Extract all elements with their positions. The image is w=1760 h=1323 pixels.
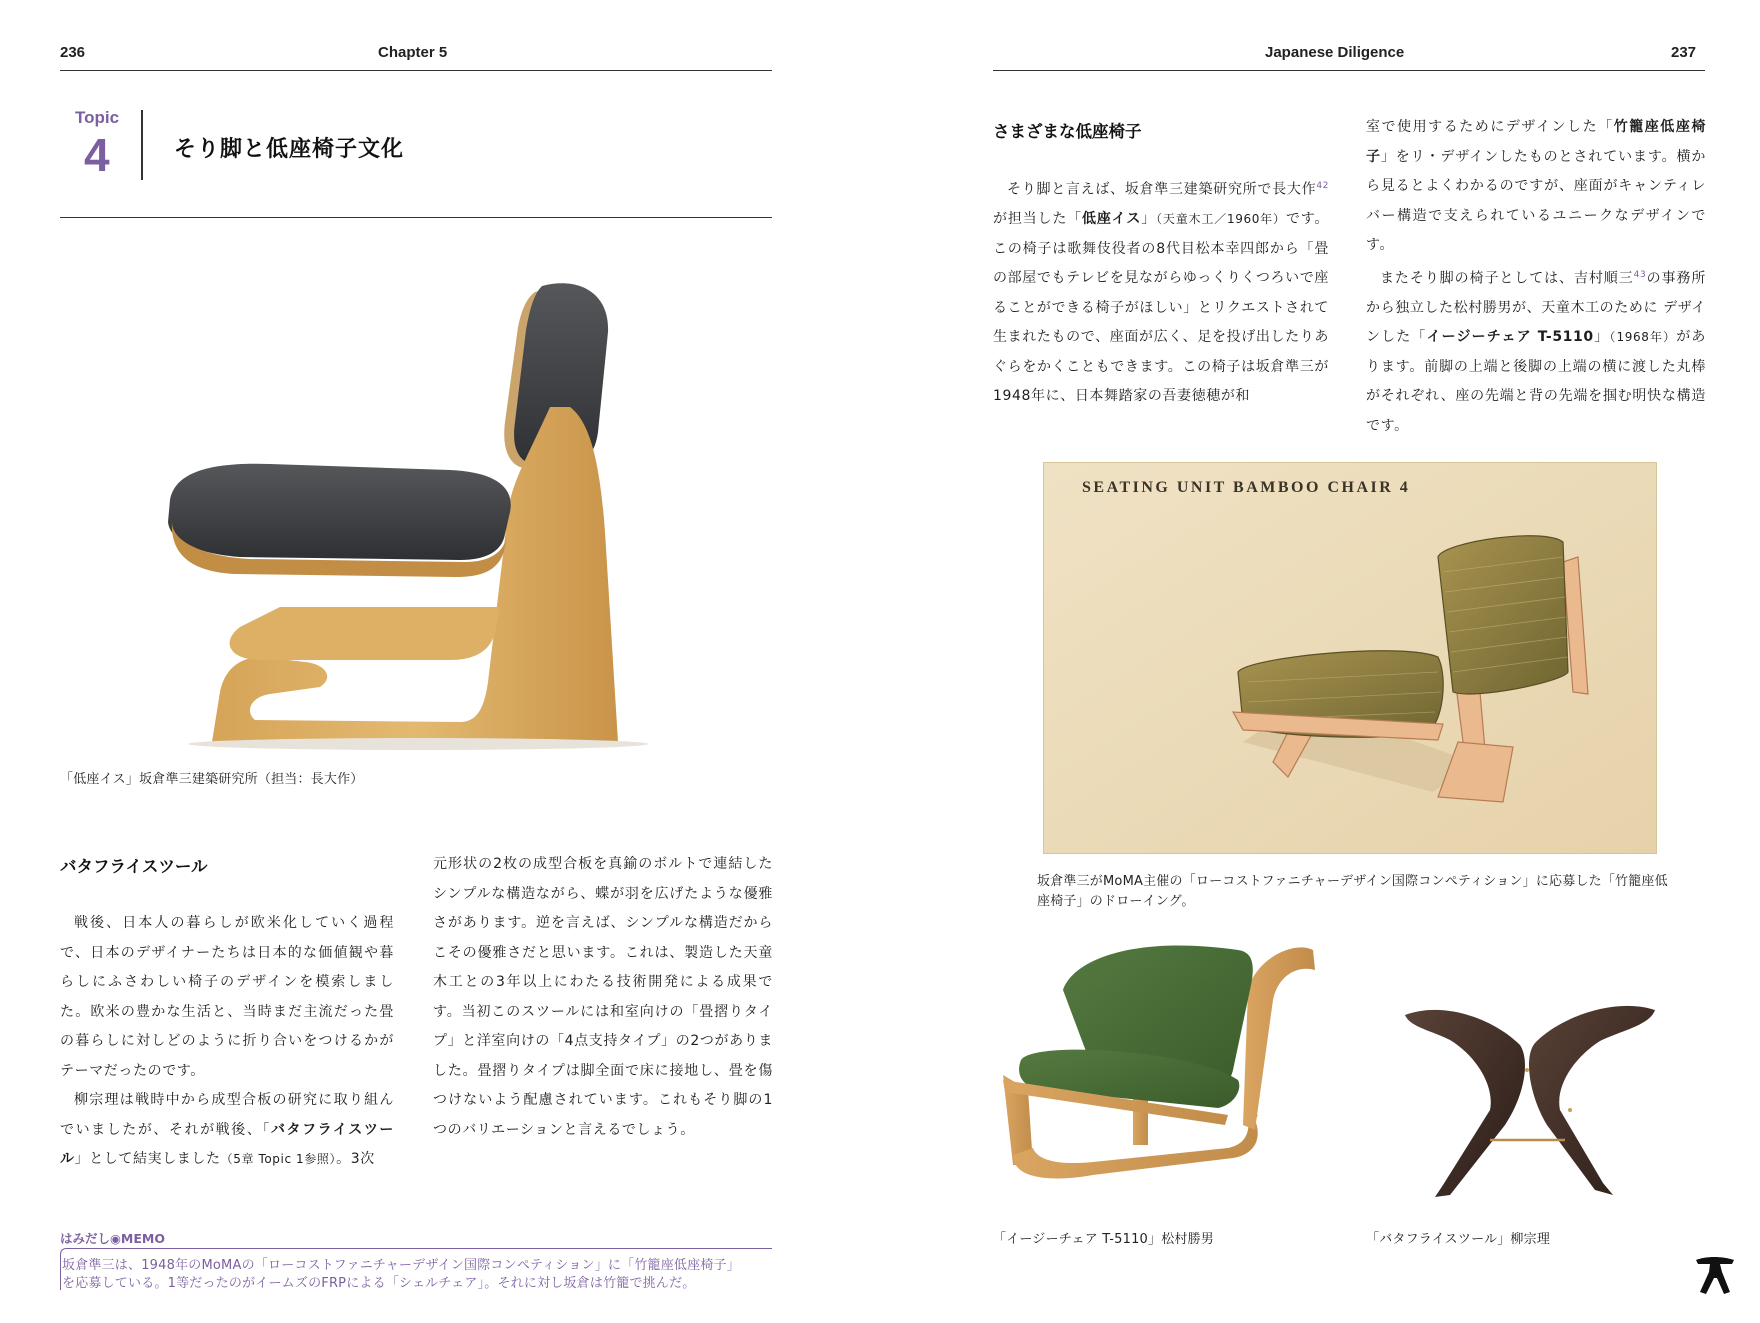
bold-term: バタフライスツール [60,1121,394,1167]
running-head-left: Chapter 5 [378,44,448,61]
topic-rule [60,217,772,218]
text-run: 柳宗理は戦時中から成型合板の研究に取り組んでいましたが、それが戦後、「 [60,1092,394,1138]
topic-label: Topic [75,108,120,127]
paragraph: 元形状の2枚の成型合板を真鍮のボルトで連結したシンプルな構造ながら、蝶が羽を広げたような優雅さがあります。逆を言えば、シンプルな構造だからこその優雅さだと思います。これは、製造した天童木工との3年以上にわたる技術開発による成果です。当初このスツールには和室向けの「畳摺りタイプ」と洋室向けの「4点支持タイプ」の2つがありました。畳摺りタイプは脚全面で床に接地し、畳を傷つけないよう配慮されています。これもそり脚の1つのバリエーションと言えるでしょう。 [433,856,773,1138]
memo-line: を応募している。1等だったのがイームズのFRPによる「シェルチェア」。それに対し坂倉は竹籠で挑んだ。 [62,1276,696,1291]
paragraph: 戦後、日本人の暮らしが欧米化していく過程で、日本のデザイナーたちは日本的な価値観や暮らしにふさわしい椅子のデザインを模索しました。欧米の豊かな生活と、当時まだ主流だった畳の暮らしに対しどのように折り合いをつけるかがテーマだったのです。 [60,915,394,1079]
bold-term: 低座イス [1082,211,1142,228]
low-chair-photo [150,272,670,752]
page-number-left: 236 [60,44,86,61]
paragraph [1366,261,1706,442]
text-run: 室で使用するためにデザインした「 [1366,119,1614,135]
topic-title: そり脚と低座椅子文化 [174,137,405,162]
page-number-right: 237 [1671,44,1697,61]
text-run: またそり脚の椅子としては、吉村順三 [1380,270,1634,287]
note-ref: 42 [1316,181,1329,191]
running-head-right: Japanese Diligence [1265,44,1405,61]
text-run: が担当した「 [993,211,1082,228]
reference: （天童木工／1960年） [1156,212,1286,227]
paragraph [1366,113,1706,261]
butterfly-stool-photo [1395,985,1665,1220]
header-rule-left [60,70,772,71]
text-run: 。3次 [336,1151,375,1167]
text-run: そり脚と言えば、坂倉準三建築研究所で長大作 [1007,181,1317,198]
low-chair-caption: 「低座イス」坂倉準三建築研究所（担当：長大作） [60,772,364,787]
body-column-2 [433,850,773,1145]
section-heading-lowchairs: さまざまな低座椅子 [993,122,1142,141]
text-run: 」 [1141,211,1157,228]
reference: （5章 Topic 1参照） [220,1152,337,1166]
topic-divider [141,110,143,180]
bamboo-chair-drawing [1043,462,1657,854]
topic-number: 4 [84,129,110,181]
section-heading-butterfly: バタフライスツール [60,857,208,876]
paragraph [993,172,1329,412]
paragraph [60,1086,394,1175]
memo-label: はみだし◉MEMO [60,1231,165,1246]
bold-term: イージーチェア T-5110 [1426,329,1594,346]
text-run: 」として結実しました [74,1151,221,1167]
text-run: があります。前脚の上端と後脚の上端の横に渡した丸棒がそれぞれ、座の先端と背の先端を掴む明快な構造です。 [1366,329,1707,434]
header-rule-right [993,70,1705,71]
easy-chair-caption: 「イージーチェア T-5110」松村勝男 [993,1232,1215,1247]
publisher-logo-icon [1692,1252,1738,1298]
body-column-1 [60,909,394,1175]
memo-text [62,1257,772,1293]
memo-line: 坂倉準三は、1948年のMoMAの「ローコストファニチャーデザイン国際コンペティション」に「竹籠座低座椅子」 [62,1258,740,1273]
drawing-label: SEATING UNIT BAMBOO CHAIR 4 [1082,479,1411,496]
body-column-3 [993,172,1329,412]
reference: （1968年） [1609,330,1677,345]
bold-term: 竹籠座低座椅子 [1366,119,1706,165]
note-ref: 43 [1633,269,1647,280]
text-run: 」をリ・デザインしたものとされています。横から見るとよくわかるのですが、座面がキャンティレバー構造で支えられているユニークなデザインです。 [1366,148,1706,253]
text-run: の事務所から独立した松村勝男が、天童木工のために デザインした「 [1366,270,1706,346]
text-run: 」 [1593,329,1610,346]
body-column-4 [1366,113,1706,441]
drawing-caption: 坂倉準三がMoMA主催の「ローコストファニチャーデザイン国際コンペティション」に応募した「竹籠座低座椅子」のドローイング。 [1037,874,1668,910]
butterfly-stool-caption: 「バタフライスツール」柳宗理 [1366,1232,1551,1247]
easy-chair-photo [993,930,1333,1190]
text-run: です。この椅子は歌舞伎役者の8代目松本幸四郎から「畳の部屋でもテレビを見ながらゆっくりくつろいで座ることができる椅子がほしい」とリクエストされて生まれたもので、座面が広く、足を投げ出したりあぐらをかくこともできます。この椅子は坂倉準三が1948年に、日本舞踏家の吾妻徳穂が和 [993,211,1330,405]
